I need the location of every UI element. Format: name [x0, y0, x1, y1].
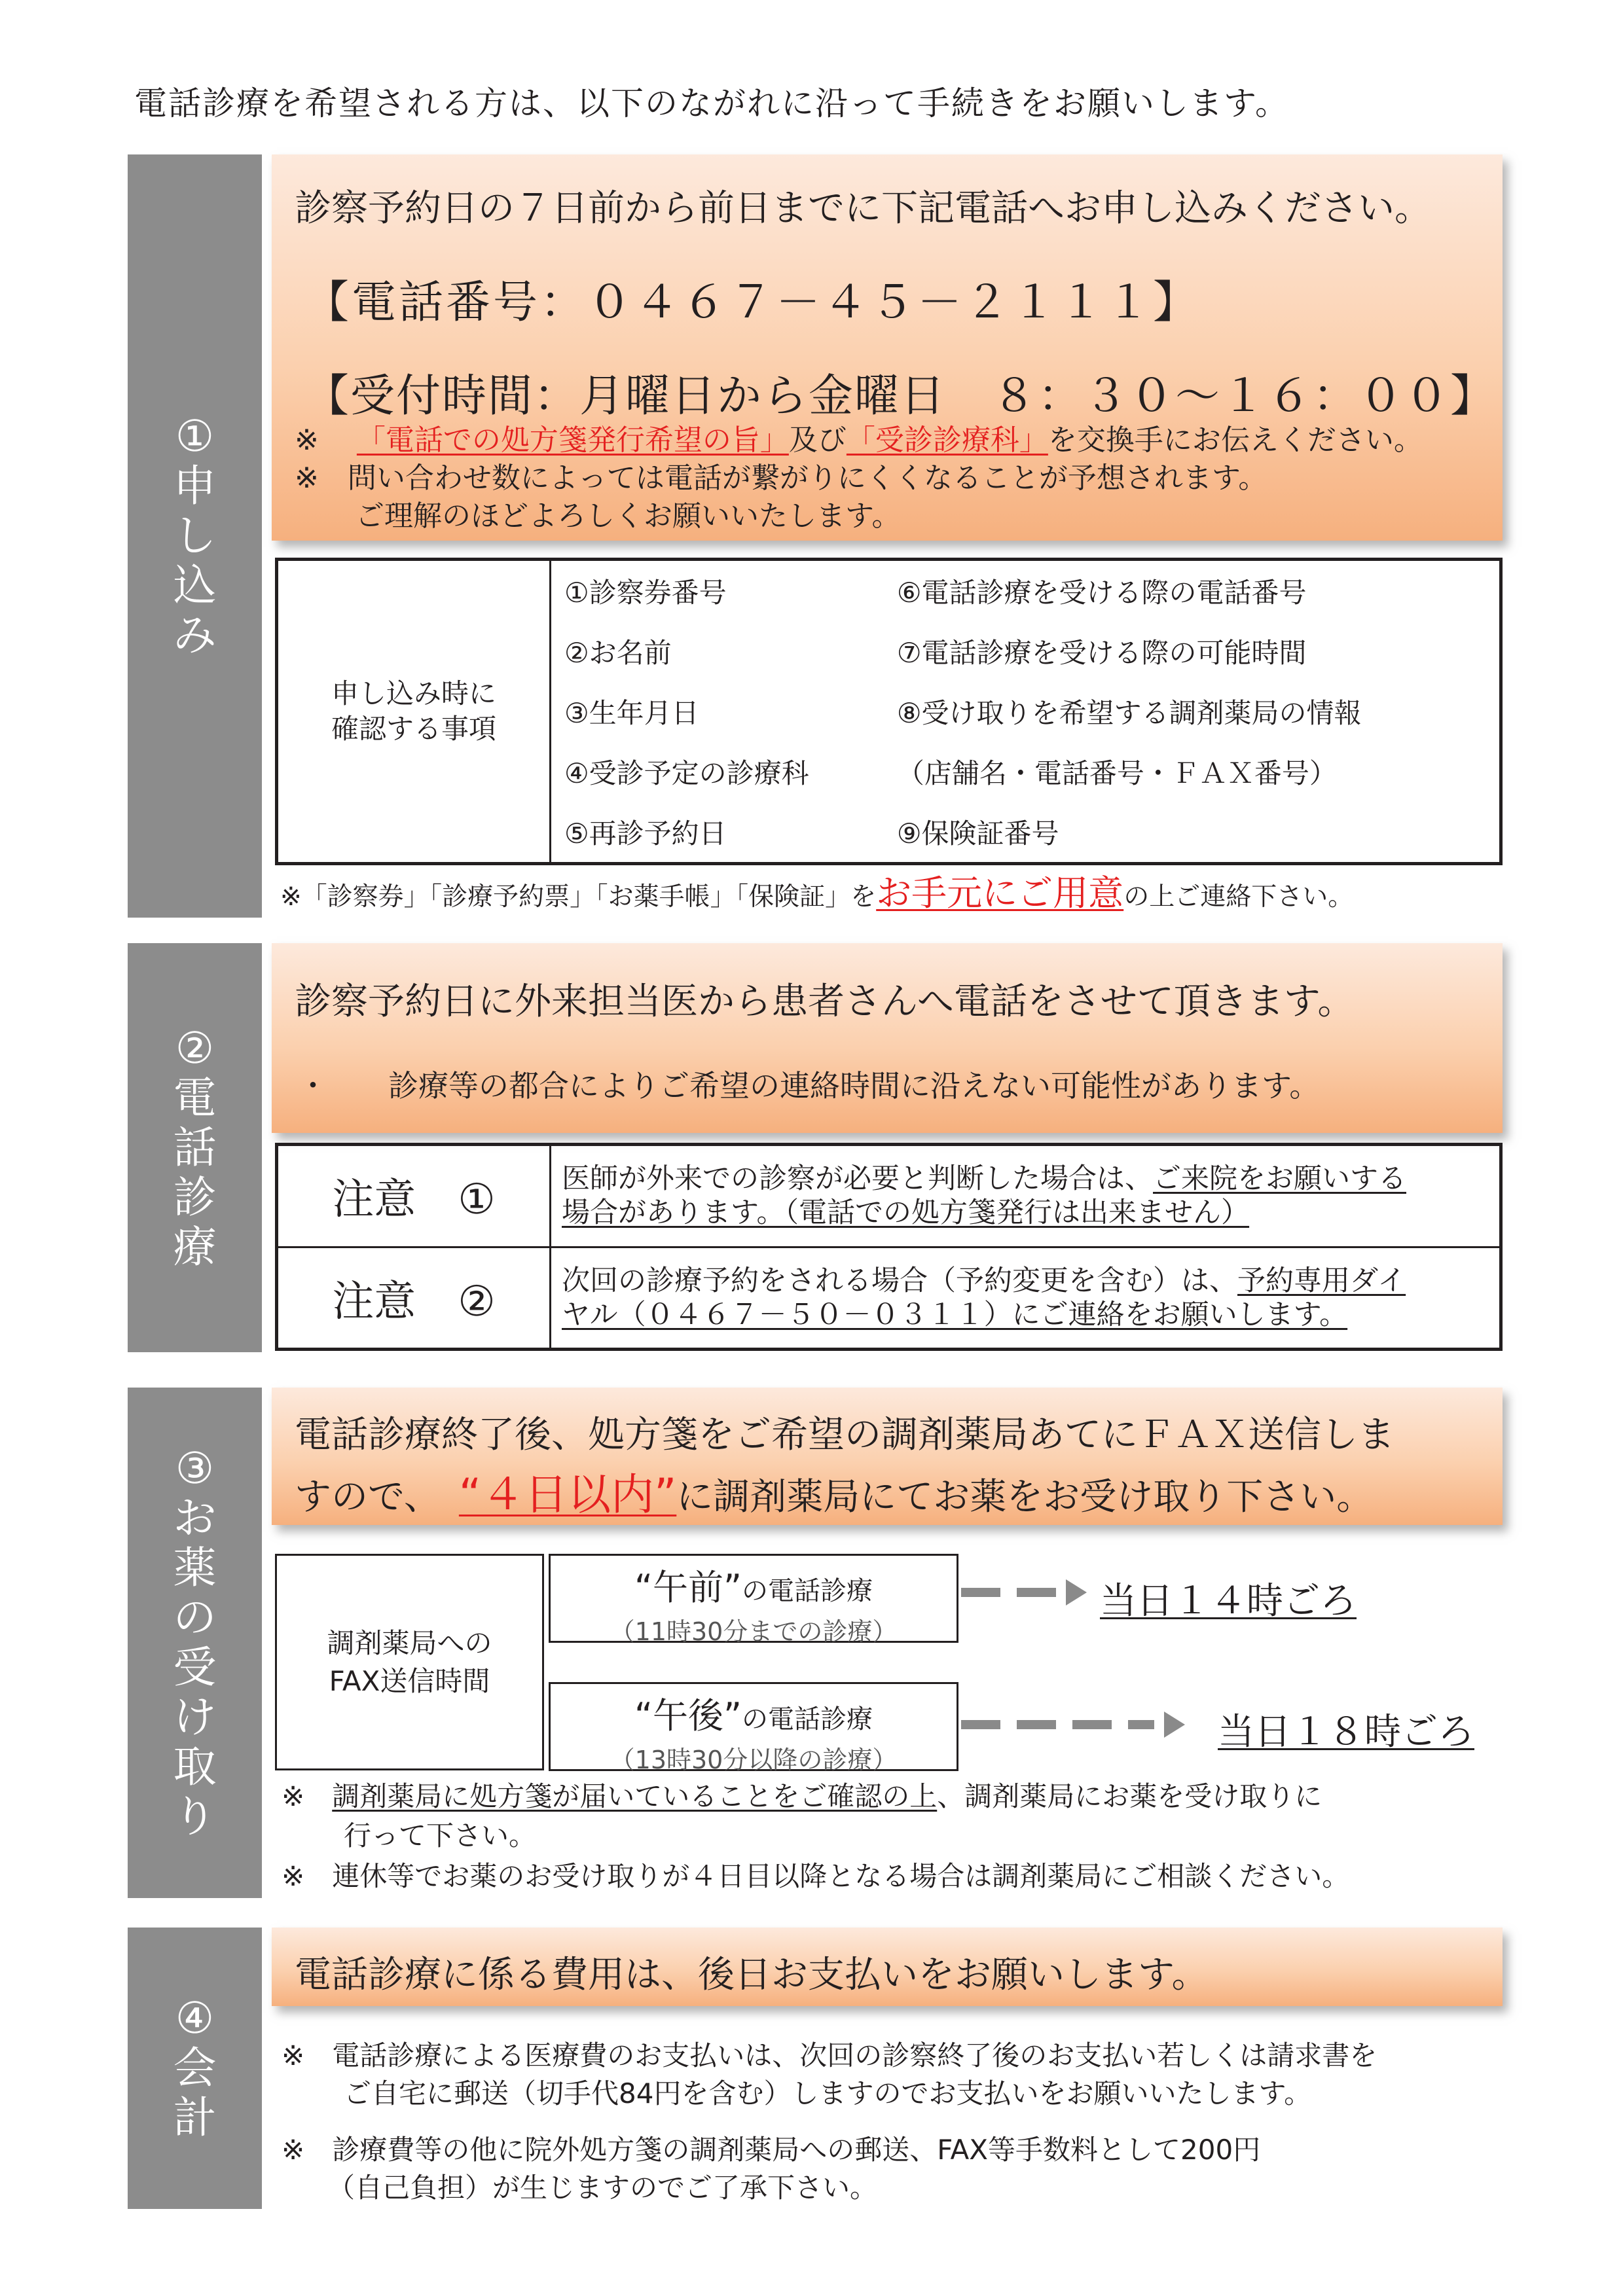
checklist-item: （店舗名・電話番号・ＦＡＸ番号） — [896, 757, 1337, 789]
step3-note2: ※ 連休等でお薬のお受け取りが４日目以降となる場合は調剤薬局にご相談ください。 — [282, 1860, 1350, 1892]
caution-table — [275, 1143, 1503, 1351]
application-checklist-table — [275, 558, 1503, 865]
step4-banner — [272, 1928, 1503, 2006]
step1-banner — [272, 154, 1503, 541]
afternoon-title: “午後” — [634, 1695, 742, 1736]
step4-note1-line2: ご自宅に郵送（切手代84円を含む）しますのでお支払いをお願いいたします。 — [344, 2077, 1312, 2109]
step2-banner — [272, 943, 1503, 1133]
step1-note1: ※ 「電話での処方箋発行希望の旨」及び「受診診療科」を交換手にお伝えください。 — [295, 423, 1423, 457]
step3-heading-line1: 電話診療終了後、処方箋をご希望の調剤薬局あてにＦＡＸ送信しま — [295, 1414, 1395, 1456]
caution1-label: 注意 ① — [277, 1145, 551, 1247]
morning-consult-box: “午前”の電話診療 （11時30分までの診療） — [549, 1554, 958, 1643]
step1-side-label: ①申し込み — [128, 154, 262, 918]
step1-note2: ※ 問い合わせ数によっては電話が繋がりにくくなることが予想されます。 — [295, 461, 1267, 495]
morning-subtitle: （11時30分までの診療） — [610, 1617, 898, 1646]
caution2-text: 次回の診療予約をされる場合（予約変更を含む）は、予約専用ダイ ヤル（０４６７－５０－０３１１）にご連絡をお願いします。 — [551, 1247, 1501, 1350]
checklist-item: ③生年月日 — [564, 697, 699, 729]
reception-hours: 【受付時間：月曜日から金曜日 ８：３０～１６：００】 — [304, 370, 1497, 422]
step3-note1: ※ 調剤薬局に処方箋が届いていることをご確認の上、調剤薬局にお薬を受け取りに — [282, 1780, 1322, 1812]
caution2-label: 注意 ② — [277, 1247, 551, 1350]
afternoon-fax-time: 当日１８時ごろ — [1218, 1711, 1474, 1753]
checklist-item: ⑥電話診療を受ける際の電話番号 — [896, 577, 1307, 609]
checklist-item: ⑨保険証番号 — [896, 817, 1059, 850]
checklist-item: ①診察券番号 — [564, 577, 727, 609]
step4-side-label: ④会計 — [128, 1928, 262, 2209]
afternoon-subtitle: （13時30分以降の診療） — [610, 1746, 898, 1774]
afternoon-consult-box: “午後”の電話診療 （13時30分以降の診療） — [549, 1682, 958, 1771]
step2-heading: 診察予約日に外来担当医から患者さんへ電話をさせて頂きます。 — [295, 980, 1355, 1023]
step2-side-label: ②電話診療 — [128, 943, 262, 1352]
checklist-item: ⑧受け取りを希望する調剤薬局の情報 — [896, 697, 1362, 729]
step4-note2-line2: （自己負担）が生じますのでご了承下さい。 — [327, 2172, 878, 2204]
morning-fax-time: 当日１４時ごろ — [1100, 1580, 1357, 1623]
step3-side-label: ③お薬の受け取り — [128, 1388, 262, 1898]
step3-banner — [272, 1388, 1503, 1525]
checklist-item: ⑤再診予約日 — [564, 817, 727, 850]
step3-note1-line2: 行って下さい。 — [344, 1820, 537, 1852]
step2-bullet: ・ 診療等の都合によりご希望の連絡時間に沿えない可能性があります。 — [298, 1068, 1320, 1103]
step3-heading-line2: すので、 “４日以内”に調剤薬局にてお薬をお受け取り下さい。 — [295, 1469, 1374, 1520]
checklist-header: 申し込み時に 確認する事項 — [277, 560, 551, 864]
step4-note1: ※ 電話診療による医療費のお支払いは、次回の診察終了後のお支払い若しくは請求書を — [282, 2039, 1377, 2072]
checklist-item: ②お名前 — [564, 637, 672, 669]
step4-heading: 電話診療に係る費用は、後日お支払いをお願いします。 — [295, 1954, 1209, 1996]
caution1-text: 医師が外来での診察が必要と判断した場合は、ご来院をお願いする 場合があります。（電話での処方箋発行は出来ません） — [551, 1145, 1501, 1247]
intro-text: 電話診療を希望される方は、以下のながれに沿って手続きをお願いします。 — [134, 84, 1289, 122]
fax-time-label: 調剤薬局への FAX送信時間 — [275, 1554, 544, 1770]
morning-title: “午前” — [634, 1567, 742, 1608]
checklist-item: ⑦電話診療を受ける際の可能時間 — [896, 637, 1307, 669]
checklist-item: ④受診予定の診療科 — [564, 757, 809, 789]
step1-heading: 診察予約日の７日前から前日までに下記電話へお申し込みください。 — [295, 187, 1431, 230]
morning-arrow-icon — [961, 1588, 1085, 1597]
step1-note2-line2: ご理解のほどよろしくお願いいたします。 — [356, 499, 901, 533]
afternoon-arrow-icon — [961, 1720, 1187, 1729]
phone-number: 【電話番号：０４６７－４５－２１１１】 — [304, 277, 1201, 329]
step4-note2: ※ 診療費等の他に院外処方箋の調剤薬局への郵送、FAX等手数料として200円 — [282, 2134, 1261, 2166]
step1-footer: ※「診察券」「診療予約票」「お薬手帳」「保険証」をお手元にご用意の上ご連絡下さい。 — [280, 872, 1354, 914]
